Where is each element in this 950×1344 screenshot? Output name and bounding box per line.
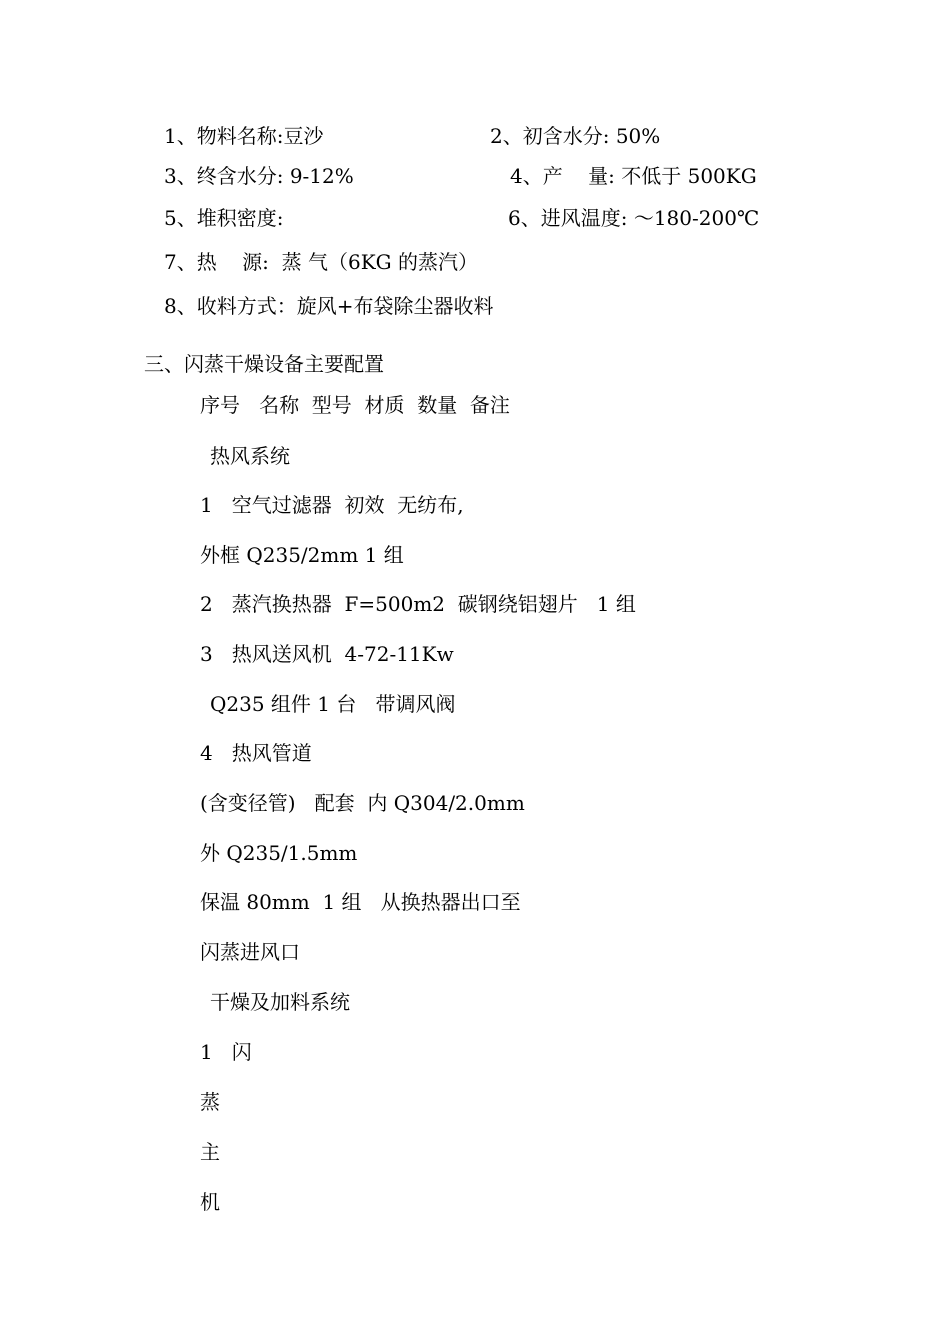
list-item: (含变径管) 配套 内 Q304/2.0mm: [200, 791, 525, 815]
list-item: 1 空气过滤器 初效 无纺布,: [200, 493, 464, 517]
list-item: 4 热风管道: [200, 741, 312, 765]
param-inlet-temp: 6、进风温度: ～180-200℃: [508, 206, 760, 230]
list-item: 2 蒸汽换热器 F=500m2 碳钢绕铝翅片 1 组: [200, 592, 636, 616]
list-item: 机: [200, 1190, 220, 1214]
list-item: 保温 80mm 1 组 从换热器出口至: [200, 890, 521, 914]
param-bulk-density: 5、堆积密度:: [164, 206, 284, 230]
drying-title: 干燥及加料系统: [210, 990, 350, 1014]
list-item: 蒸: [200, 1090, 220, 1114]
param-material-name: 1、物料名称:豆沙: [164, 124, 324, 148]
section-heading: 三、闪蒸干燥设备主要配置: [144, 352, 384, 376]
param-final-moisture: 3、终含水分: 9-12%: [164, 164, 354, 188]
list-item: 外框 Q235/2mm 1 组: [200, 543, 404, 567]
param-collection-method: 8、收料方式：旋风+布袋除尘器收料: [164, 294, 494, 318]
list-item: 闪蒸进风口: [200, 940, 300, 964]
list-item: 1 闪: [200, 1040, 252, 1064]
param-heat-source: 7、热 源: 蒸 气（6KG 的蒸汽）: [164, 250, 478, 274]
table-header: 序号 名称 型号 材质 数量 备注: [200, 393, 510, 417]
hot-air-title: 热风系统: [210, 444, 290, 468]
list-item: Q235 组件 1 台 带调风阀: [210, 692, 456, 716]
list-item: 外 Q235/1.5mm: [200, 841, 358, 865]
param-output: 4、产 量: 不低于 500KG: [510, 164, 757, 188]
param-initial-moisture: 2、初含水分: 50%: [490, 124, 661, 148]
list-item: 3 热风送风机 4-72-11Kw: [200, 642, 454, 666]
list-item: 主: [200, 1140, 220, 1164]
